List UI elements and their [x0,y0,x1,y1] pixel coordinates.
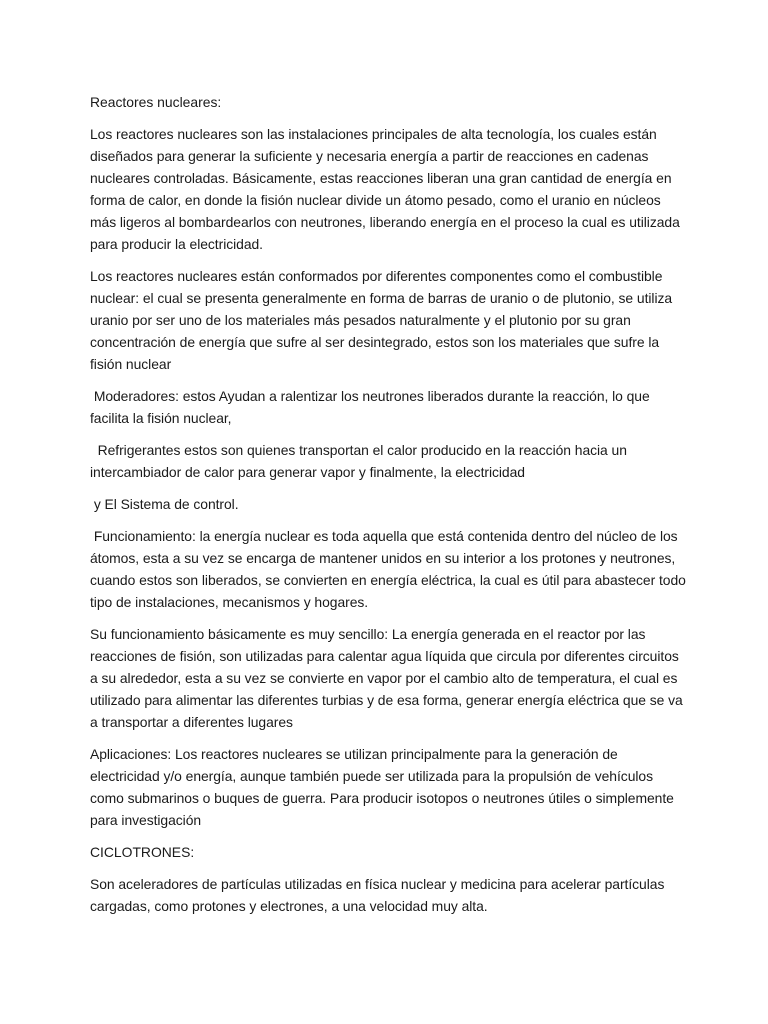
paragraph-operation: Funcionamiento: la energía nuclear es toda aquella que está contenida dentro del núcleo de los átomos, esta a su vez se encarga de mantener unidos en su interior a los protones y neutrones, cuando estos son liberados, se convierten en energía eléctrica, la cual es útil para abastecer todo tipo de instalaciones, mecanismos y hogares. [90,528,690,610]
paragraph-applications: Aplicaciones: Los reactores nucleares se utilizan principalmente para la generación de electricidad y/o energía, aunque también puede ser utilizada para la propulsión de vehículos como submarinos o buques de guerra. Para producir isotopos o neutrones útiles o simplemente para investigación [90,746,678,828]
paragraph-coolants: Refrigerantes estos son quienes transportan el calor producido en la reacción hacia un intercambiador de calor para generar vapor y finalmente, la electricidad [90,442,631,480]
paragraph-moderators: Moderadores: estos Ayudan a ralentizar los neutrones liberados durante la reacción, lo que facilita la fisión nuclear, [90,388,654,426]
document-title: Reactores nucleares: [90,94,222,110]
paragraph-operation-detail: Su funcionamiento básicamente es muy sencillo: La energía generada en el reactor por las reacciones de fisión, son utilizadas para calentar agua líquida que circula por diferentes circuitos a su alrededor, esta a su vez se convierte en vapor por el cambio alto de temperatura, el cual es utilizado para alimentar las diferentes turbias y de esa forma, generar energía eléctrica que se va a transportar a diferentes lugares [90,626,687,730]
paragraph-control-system: y El Sistema de control. [90,496,239,512]
paragraph-components: Los reactores nucleares están conformados por diferentes componentes como el combustible nuclear: el cual se presenta generalmente en forma de barras de uranio o de plutonio, se utiliza uranio por ser uno de los materiales más pesados naturalmente y el plutonio por su gran concentración de energía que sufre al ser desintegrado, estos son los materiales que sufre la fisión nuclear [90,268,676,372]
paragraph-intro: Los reactores nucleares son las instalaciones principales de alta tecnología, los cuales están diseñados para generar la suficiente y necesaria energía a partir de reacciones en cadenas nucleares controladas. Básicamente, estas reacciones liberan una gran cantidad de energía en forma de calor, en donde la fisión nuclear divide un átomo pesado, como el uranio en núcleos más ligeros al bombardearlos con neutrones, liberando energía en el proceso la cual es utilizada para producir la electricidad. [90,126,684,252]
document-page [90,91,690,927]
section-heading-cyclotrons: CICLOTRONES: [90,844,195,860]
paragraph-cyclotrons: Son aceleradores de partículas utilizadas en física nuclear y medicina para acelerar partículas cargadas, como protones y electrones, a una velocidad muy alta. [90,876,669,914]
